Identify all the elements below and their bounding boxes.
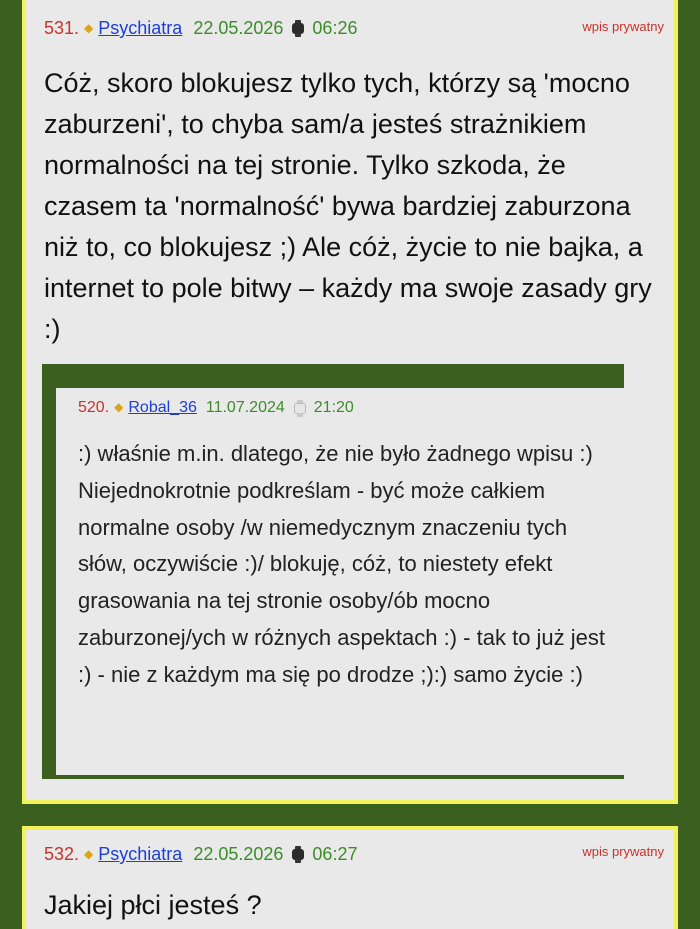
private-badge: wpis prywatny bbox=[582, 19, 664, 34]
quoted-post bbox=[42, 364, 624, 779]
author-link[interactable]: Psychiatra bbox=[98, 18, 183, 38]
smartwatch-icon bbox=[294, 400, 306, 417]
diamond-icon: ◆ bbox=[114, 400, 124, 414]
post-header bbox=[44, 844, 357, 865]
quoted-post-number: 520. bbox=[78, 399, 110, 416]
author-link[interactable]: Psychiatra bbox=[98, 844, 183, 864]
quoted-post-date: 11.07.2024 bbox=[205, 399, 285, 416]
post-number: 532. bbox=[44, 844, 80, 864]
quoted-post-time: 21:20 bbox=[313, 399, 354, 416]
post-532 bbox=[22, 826, 678, 929]
quoted-post-body bbox=[56, 388, 624, 775]
post-time: 06:26 bbox=[312, 18, 358, 38]
quoted-post-header bbox=[78, 399, 354, 417]
quoted-post-content: :) właśnie m.in. dlatego, że nie było żadnego wpisu :) Niejednokrotnie podkreślam - być może całkiem normalne osoby /w niemedycznym znaczeniu tych słów, oczywiście :)/ blokuję, cóż, to niestety efekt grasowania na tej stronie osoby/ób mocno zaburzonej/ych w różnych aspektach :) - tak to już jest :) - nie z każdym ma się po drodze ;):) samo życie :) bbox=[78, 441, 606, 687]
post-number: 531. bbox=[44, 18, 80, 38]
post-date: 22.05.2026 bbox=[193, 18, 284, 38]
private-badge: wpis prywatny bbox=[582, 844, 664, 859]
post-content: Cóż, skoro blokujesz tylko tych, którzy są 'mocno zaburzeni', to chyba sam/a jesteś strażnikiem normalności na tej stronie. Tylko szkoda, że czasem ta 'normalność' bywa bardziej zaburzona niż to, co blokujesz ;) Ale cóż, życie to nie bajka, a internet to pole bitwy – każdy ma swoje zasady gry :) bbox=[44, 68, 652, 344]
post-header bbox=[44, 18, 357, 39]
smartwatch-icon bbox=[292, 846, 304, 863]
post-531 bbox=[22, 0, 678, 804]
smartwatch-icon bbox=[292, 20, 304, 37]
quoted-author-link[interactable]: Robal_36 bbox=[128, 399, 197, 416]
post-content: Jakiej płci jesteś ? bbox=[44, 890, 262, 920]
diamond-icon: ◆ bbox=[84, 20, 94, 35]
post-time: 06:27 bbox=[312, 844, 358, 864]
post-date: 22.05.2026 bbox=[193, 844, 284, 864]
diamond-icon: ◆ bbox=[84, 846, 94, 861]
